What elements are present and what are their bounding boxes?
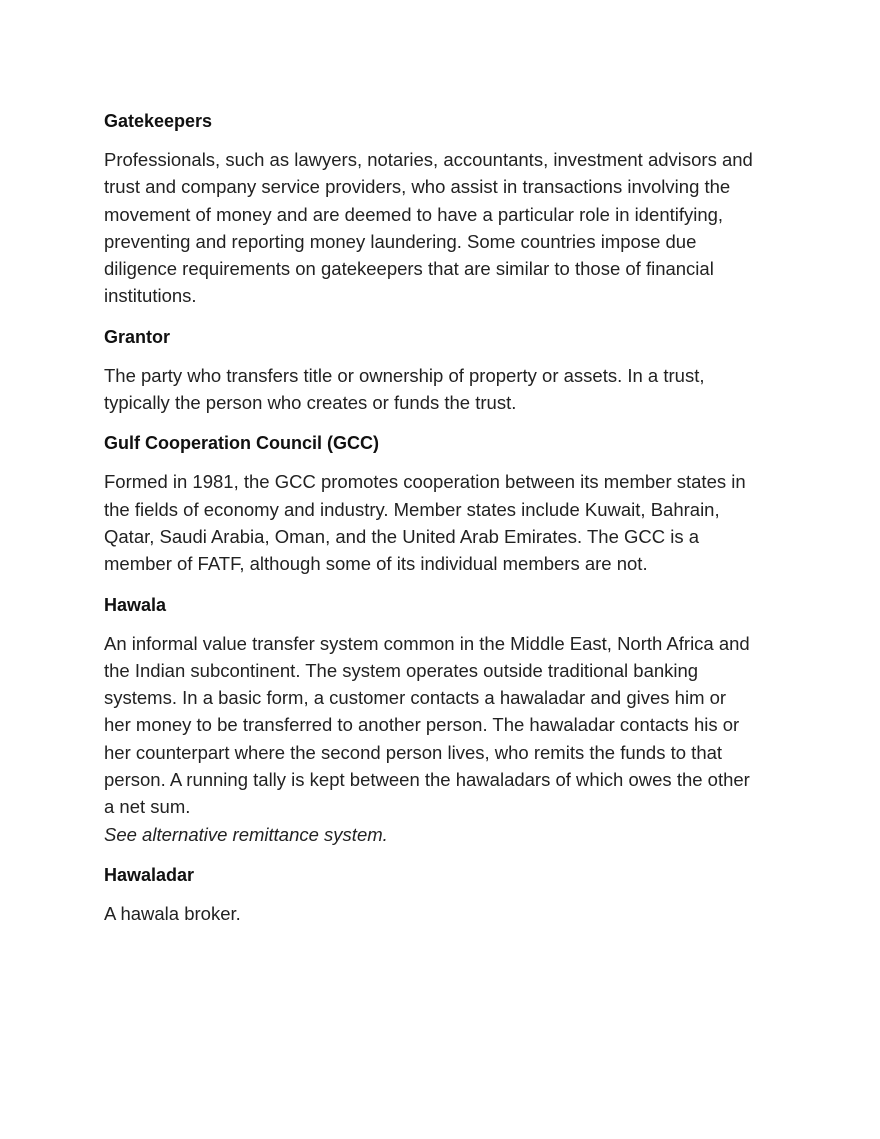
glossary-entry-hawaladar <box>104 864 754 927</box>
term-definition: Formed in 1981, the GCC promotes cooperation between its member states in the fields of economy and industry. Member states include Kuwait, Bahrain, Qatar, Saudi Arabia, Oman, and the United Arab Emirates. The GCC is a member of FATF, although some of its individual members are not. <box>104 471 746 575</box>
glossary-entry-gatekeepers <box>104 110 754 310</box>
glossary-page <box>104 110 754 943</box>
glossary-entry-hawala <box>104 594 754 848</box>
term-definition: A hawala broker. <box>104 902 241 924</box>
term-heading: Gulf Cooperation Council (GCC) <box>104 433 379 454</box>
term-heading: Hawaladar <box>104 864 195 885</box>
glossary-entry-gcc <box>104 432 754 577</box>
glossary-entry-grantor <box>104 326 754 417</box>
term-definition-block <box>104 630 754 848</box>
term-definition: Professionals, such as lawyers, notaries, accountants, investment advisors and trust and company service providers, who assist in transactions involving the movement of money and are deemed to have a particular role in identifying, preventing and reporting money laundering. Some countries impose due diligence requirements on gatekeepers that are similar to those of financial institutions. <box>104 149 753 307</box>
term-heading: Hawala <box>104 594 167 615</box>
term-definition: An informal value transfer system common in the Middle East, North Africa and the Indian subcontinent. The system operates outside traditional banking systems. In a basic form, a customer contacts a hawaladar and gives him or her money to be transferred to another person. The hawaladar contacts his or her counterpart where the second person lives, who remits the funds to that person. A running tally is kept between the hawaladars of which owes the other a net sum. <box>104 632 750 818</box>
term-definition: The party who transfers title or ownership of property or assets. In a trust, typically the person who creates or funds the trust. <box>104 364 705 414</box>
term-heading: Grantor <box>104 326 171 347</box>
term-heading: Gatekeepers <box>104 111 213 131</box>
see-also-reference: See alternative remittance system. <box>104 823 388 845</box>
